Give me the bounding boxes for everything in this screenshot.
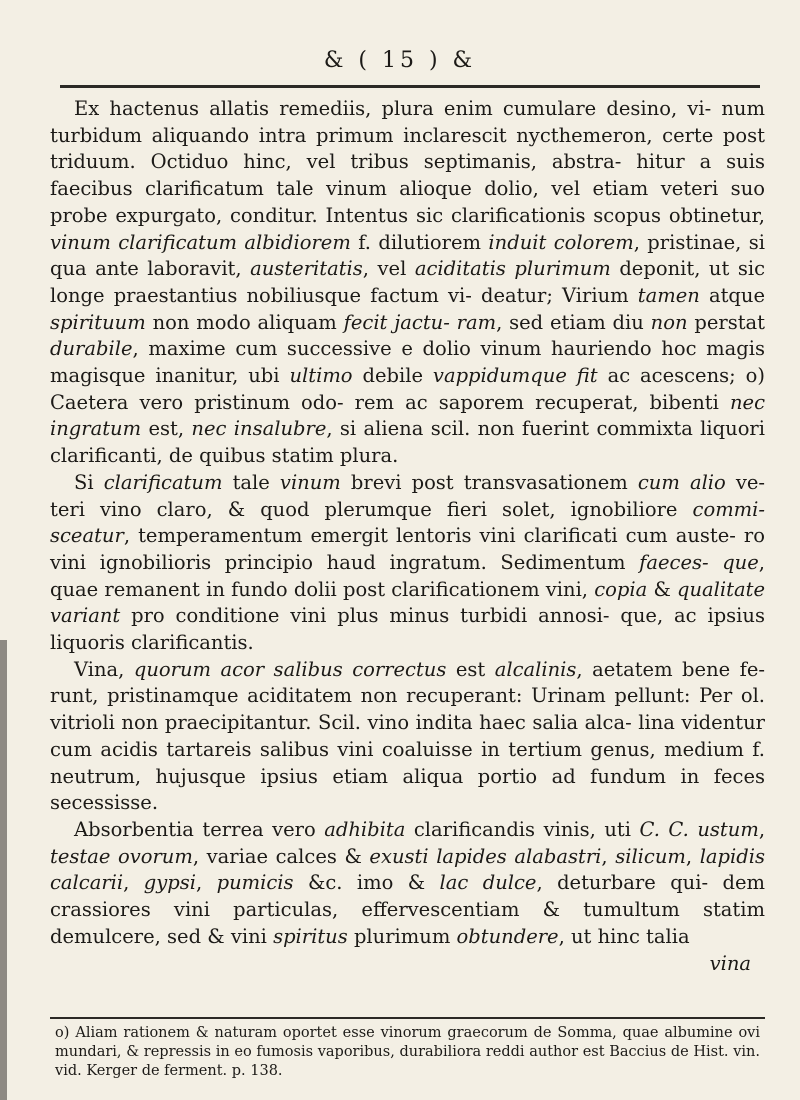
text-run: , vel bbox=[362, 257, 415, 281]
italic-run: silicum bbox=[615, 844, 686, 868]
footnote-rule bbox=[50, 1017, 765, 1019]
italic-run: nec ingratum bbox=[50, 390, 765, 441]
text-run: ac acescens; o) Caetera vero pristinum odo- rem ac saporem recuperat, bibenti bbox=[50, 364, 765, 414]
italic-run: spiritus bbox=[273, 924, 348, 948]
text-run: , sed etiam diu bbox=[496, 310, 651, 334]
italic-run: austeritatis bbox=[250, 257, 363, 281]
italic-run: testae ovorum bbox=[50, 844, 193, 868]
text-run: est, bbox=[141, 417, 192, 441]
page-edge-shadow bbox=[0, 640, 7, 1100]
italic-run: qualitate variant bbox=[50, 577, 765, 628]
text-run: , temperamentum emergit lentoris vini clarificati cum auste- ro vini ignobilioris principio haud ingratum. Sedimentum bbox=[50, 524, 765, 574]
text-run: Absorbentia terrea vero bbox=[74, 817, 325, 841]
text-run: perstat bbox=[687, 310, 765, 334]
italic-run: spirituum bbox=[50, 310, 146, 334]
text-run: Vina, bbox=[74, 657, 134, 681]
italic-run: C. C. ustum bbox=[639, 817, 759, 841]
italic-run: ultimo bbox=[289, 364, 353, 388]
italic-run: adhibita bbox=[324, 817, 406, 841]
paragraph bbox=[50, 470, 765, 657]
text-run: &c. imo & bbox=[293, 871, 440, 895]
text-run: Ex hactenus allatis remediis, plura enim cumulare desino, vi- num turbidum aliquando intra primum inclarescit nycthemeron, certe post triduum. Octiduo hinc, vel tribus septimanis, abstra- hitur a suis faecibus clarificatum tale vinum alioque dolio, vel etiam veteri suo probe expurgato, conditur. Intentus sic clarificationis scopus obtinetur, bbox=[50, 97, 765, 227]
italic-run: quorum acor salibus correctus bbox=[133, 657, 447, 681]
text-run: atque bbox=[699, 283, 766, 307]
text-run: ve- teri vino claro, & quod plerumque fieri solet, ignobiliore bbox=[50, 470, 766, 521]
text-run: plurimum bbox=[347, 924, 457, 948]
italic-run: alcalinis bbox=[494, 657, 577, 681]
italic-run: vappidumque fit bbox=[432, 364, 598, 388]
italic-run: aciditatis plurimum bbox=[414, 257, 611, 281]
text-run: Si bbox=[74, 470, 104, 494]
text-run: debile bbox=[352, 364, 433, 388]
italic-run: lac dulce bbox=[439, 871, 537, 895]
text-run: , bbox=[195, 871, 217, 895]
text-run: tale bbox=[222, 470, 280, 494]
text-run: pro conditione vini plus minus turbidi annosi- que, ac ipsius liquoris clarificantis. bbox=[50, 604, 765, 655]
footnote bbox=[55, 1024, 760, 1081]
paragraph bbox=[50, 657, 765, 817]
italic-run: faeces- que bbox=[639, 550, 759, 574]
text-run: , quae remanent in fundo dolii post clarificationem vini, bbox=[50, 550, 765, 601]
text-run: , pristinae, si qua ante laboravit, bbox=[50, 230, 765, 281]
italic-run: commi- sceatur bbox=[50, 497, 765, 548]
text-run: f. dilutiorem bbox=[350, 230, 489, 254]
text-run: , maxime cum successive e dolio vinum hauriendo hoc magis magisque inanitur, ubi bbox=[50, 337, 765, 388]
italic-run: tamen bbox=[637, 283, 700, 307]
page-header: & ( 15 ) & bbox=[323, 48, 477, 73]
text-run: , variae calces & bbox=[192, 844, 370, 868]
italic-run: non bbox=[650, 310, 688, 334]
italic-run: copia bbox=[594, 577, 648, 601]
text-run: , bbox=[123, 871, 144, 895]
text-run: , bbox=[685, 844, 700, 868]
text-run: , bbox=[601, 844, 616, 868]
italic-run: vinum clarificatum albidiorem bbox=[50, 230, 351, 254]
italic-run: vinum bbox=[279, 470, 341, 494]
italic-run: pumicis bbox=[216, 871, 294, 895]
italic-run: gypsi bbox=[143, 871, 196, 895]
text-run: clarificandis vinis, uti bbox=[405, 817, 640, 841]
text-run: brevi post transvasationem bbox=[340, 470, 638, 494]
paragraph bbox=[50, 817, 765, 951]
body-text bbox=[50, 96, 765, 977]
text-run: non modo aliquam bbox=[145, 310, 344, 334]
italic-run: lapidis calcarii bbox=[50, 844, 765, 895]
catchword: vina bbox=[709, 951, 751, 975]
italic-run: obtundere bbox=[456, 924, 559, 948]
text-run: , deturbare qui- dem crassiores vini particulas, effervescentiam & tumultum statim demulcere, sed & vini bbox=[50, 871, 765, 948]
text-run: , si aliena scil. non fuerint commixta liquori clarificanti, de quibus statim plura. bbox=[50, 417, 765, 468]
italic-run: clarificatum bbox=[103, 470, 223, 494]
italic-run: cum alio bbox=[637, 470, 726, 494]
footnote-text: Aliam rationem & naturam oportet esse vinorum graecorum de Somma, quae albumine ovi mundari, & repressis in eo fumosis vaporibus, durabiliora reddi author est Baccius de Hist. vin. vid. Kerger de ferment. p. 138. bbox=[55, 1025, 760, 1079]
text-run: & bbox=[647, 577, 678, 601]
footnote-mark: o) bbox=[55, 1025, 70, 1041]
italic-run: exusti lapides alabastri bbox=[369, 844, 602, 868]
text-run: est bbox=[446, 657, 495, 681]
text-run: , bbox=[758, 817, 766, 841]
italic-run: durabile bbox=[50, 337, 133, 361]
paragraph bbox=[50, 96, 765, 470]
header-rule bbox=[60, 85, 760, 88]
italic-run: fecit jactu- ram bbox=[343, 310, 497, 334]
text-run: , ut hinc talia bbox=[558, 924, 690, 948]
text-run: deponit, ut sic longe praestantius nobiliusque factum vi- deatur; Virium bbox=[50, 257, 766, 307]
text-run: , aetatem bene fe- runt, pristinamque aciditatem non recuperant: Urinam pellunt: Per ol. vitrioli non praecipitantur. Scil. vino indita haec salia alca- lina videntur cum acidis tartareis salibus vini coaluisse in tertium genus, medium f. neutrum, hujusque ipsius etiam aliqua portio ad fundum in feces secessisse. bbox=[50, 657, 766, 815]
italic-run: nec insalubre bbox=[191, 417, 327, 441]
italic-run: induit colorem bbox=[488, 230, 634, 254]
